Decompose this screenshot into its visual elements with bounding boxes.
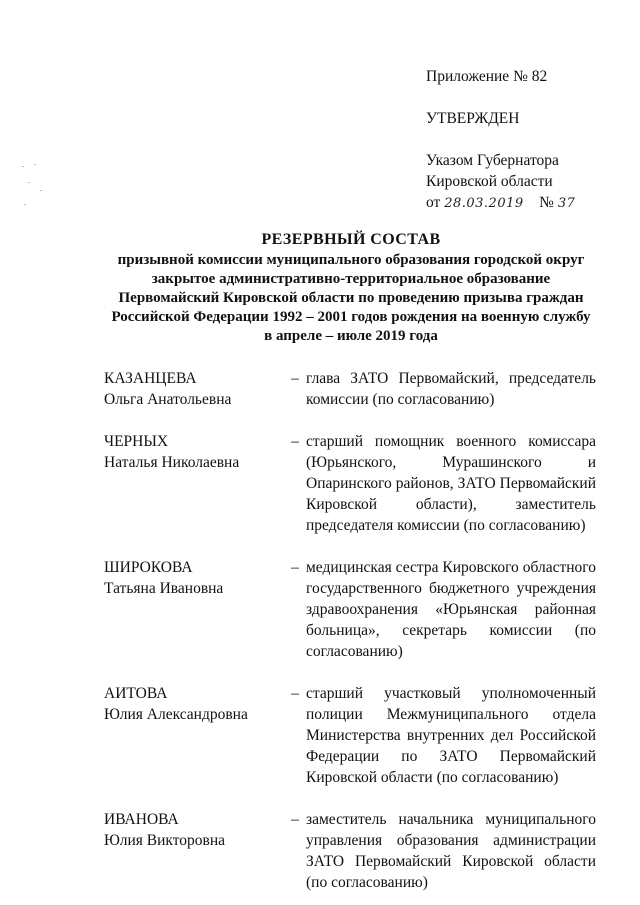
title-line: в апреле – июле 2019 года <box>264 328 438 344</box>
member-surname: АИТОВА <box>104 685 168 702</box>
date-prefix: от <box>426 194 441 211</box>
scan-noise <box>20 160 60 220</box>
handwritten-number: 37 <box>557 196 576 211</box>
member-role: медицинская сестра Кировского областного государственного бюджетного учреждения здравоохранения «Юрьянская районная больница», секретарь комиссии (по согласованию) <box>306 559 596 660</box>
title-line: Первомайский Кировской области по проведению призыва граждан <box>118 290 584 306</box>
member-entry <box>104 431 604 536</box>
member-dash: – <box>291 811 299 828</box>
member-role: заместитель начальника муниципального управления образования администрации ЗАТО Первомайский Кировской области (по согласованию) <box>306 811 596 891</box>
member-list <box>104 368 604 893</box>
decree-line-2: Кировской области <box>426 173 553 190</box>
member-given-name: Юлия Александровна <box>104 706 248 723</box>
handwritten-date: 28.03.2019 <box>444 196 524 211</box>
member-role: старший помощник военного комиссара (Юрьянского, Мурашинского и Опаринского районов, ЗАТО Первомайский Кировской области), заместитель председателя комиссии (по согласованию) <box>306 433 596 534</box>
member-dash: – <box>291 559 299 576</box>
member-entry <box>104 683 604 788</box>
member-given-name: Ольга Анатольевна <box>104 391 232 408</box>
member-name <box>104 683 284 788</box>
appendix-number: Приложение № 82 <box>426 68 548 85</box>
member-role: глава ЗАТО Первомайский, председатель комиссии (по согласованию) <box>306 370 596 408</box>
member-name <box>104 809 284 893</box>
approval-stamp-block <box>426 66 626 214</box>
approved-label: УТВЕРЖДЕН <box>426 110 520 127</box>
member-given-name: Наталья Николаевна <box>104 454 240 471</box>
title-main: РЕЗЕРВНЫЙ СОСТАВ <box>261 231 441 248</box>
member-name <box>104 431 284 536</box>
member-surname: ШИРОКОВА <box>104 559 193 576</box>
member-dash: – <box>291 370 299 387</box>
member-entry <box>104 809 604 893</box>
member-entry <box>104 557 604 662</box>
number-prefix: № <box>539 194 554 211</box>
document-title <box>90 230 612 346</box>
member-entry <box>104 368 604 410</box>
title-line: Российской Федерации 1992 – 2001 годов рождения на военную службу <box>111 309 591 325</box>
member-given-name: Юлия Викторовна <box>104 832 226 849</box>
member-surname: ИВАНОВА <box>104 811 179 828</box>
member-surname: КАЗАНЦЕВА <box>104 370 197 387</box>
member-dash: – <box>291 433 299 450</box>
title-line: закрытое административно-территориальное образование <box>151 271 551 287</box>
member-name <box>104 368 284 410</box>
member-dash: – <box>291 685 299 702</box>
member-surname: ЧЕРНЫХ <box>104 433 169 450</box>
title-line: призывной комиссии муниципального образования городской округ <box>117 252 585 268</box>
decree-line-1: Указом Губернатора <box>426 152 559 169</box>
member-role: старший участковый уполномоченный полиции Межмуниципального отдела Министерства внутренних дел Российской Федерации по ЗАТО Первомайский Кировской области (по согласованию) <box>306 685 596 786</box>
decree-date-line <box>426 192 626 214</box>
member-name <box>104 557 284 662</box>
member-given-name: Татьяна Ивановна <box>104 580 224 597</box>
